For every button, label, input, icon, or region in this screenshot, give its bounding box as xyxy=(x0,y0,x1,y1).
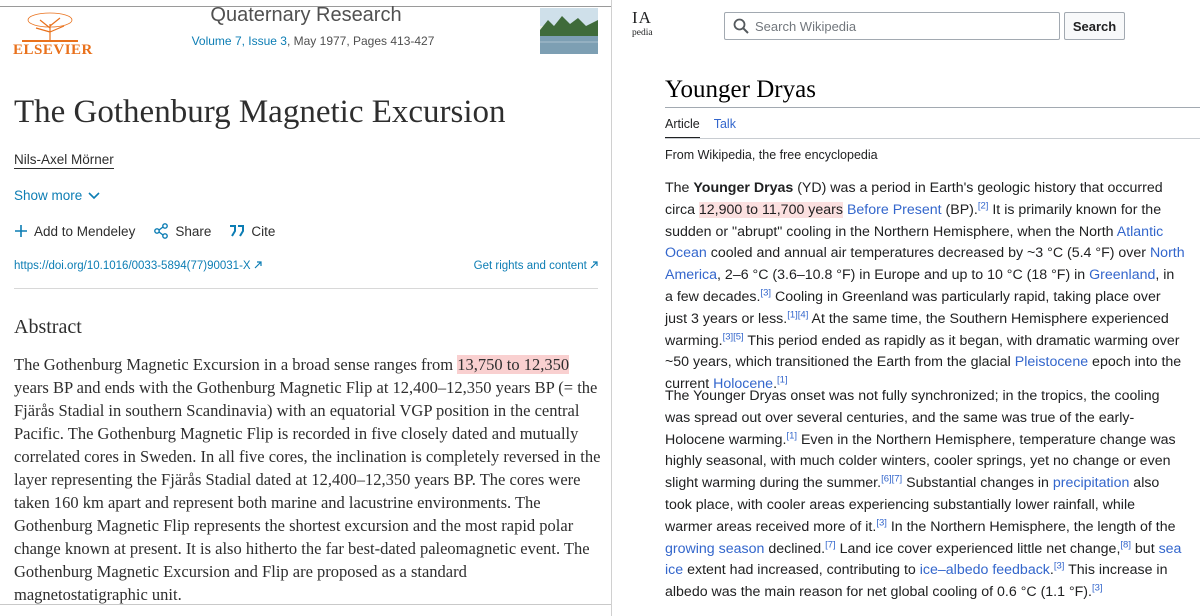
tabs-divider xyxy=(665,138,1200,139)
citation-ref[interactable]: [3] xyxy=(760,287,771,299)
wikipedia-tagline-logo: pedia xyxy=(632,28,653,38)
volume-issue-link[interactable]: Volume 7, Issue 3 xyxy=(191,34,287,48)
show-more-label: Show more xyxy=(14,188,83,203)
journal-name[interactable]: Quaternary Research xyxy=(210,4,402,26)
text: At the same time, the Southern Hemisphere experienced warming. xyxy=(665,310,1169,349)
text: Land ice cover experienced little net change, xyxy=(835,540,1121,557)
article-title: The Gothenburg Magnetic Excursion xyxy=(14,94,506,130)
bottom-divider xyxy=(0,604,612,605)
journal-cover-thumbnail[interactable] xyxy=(540,8,598,54)
text: The xyxy=(665,180,694,196)
link-pleistocene[interactable]: Pleistocene xyxy=(1014,354,1089,371)
share-label: Share xyxy=(175,223,212,239)
bold-term: Younger Dryas xyxy=(693,180,794,196)
abstract-text-part: years BP and ends with the Gothenburg Magnetic Flip at 12,400–12,350 years BP (= the Fjärås Stadial in southern Scandinavia) with an equatorial VGP position in the central Pacific. The Gothenburg Magnetic Flip is recorded in five closely dated and mutually correlated cores in Sweden. In all five cores, the inclination is completely reversed in the layer representing the Fjärås Stadial dated at 12,400–12,350 years BP. The cores were taken 160 km apart and represent both marine and lacustrine environments. The Gothenburg Magnetic Flip represents the shortest excursion and the most rapid polar change known at present. It is also hitherto the far best-dated paleomagnetic event. The Gothenburg Magnetic Excursion and Flip are proposed as a standard magnetostatigraphic unit. xyxy=(14,378,601,604)
citation-ref[interactable]: [3] xyxy=(1091,582,1103,594)
text: This period ended as rapidly as it began, with dramatic warming over ~50 years, which transitioned the Earth from the glacial xyxy=(665,332,1180,371)
author-link[interactable]: Nils-Axel Mörner xyxy=(14,152,114,167)
journal-volume-info xyxy=(0,34,612,48)
doi-link[interactable] xyxy=(14,260,262,272)
wikipedia-wordmark[interactable]: IA xyxy=(632,8,652,27)
search-input[interactable] xyxy=(753,18,1047,35)
quote-icon xyxy=(229,224,245,238)
text: . xyxy=(1049,562,1054,579)
link-growing-season[interactable]: growing season xyxy=(665,540,765,557)
citation-ref[interactable]: [1] xyxy=(777,374,788,386)
link-atlantic-ocean[interactable]: Atlantic Ocean xyxy=(665,223,1164,262)
link-ice-albedo-feedback[interactable]: ice–albedo feedback xyxy=(919,562,1050,579)
search-icon xyxy=(733,18,749,34)
tab-talk[interactable]: Talk xyxy=(713,117,736,131)
title-underline xyxy=(665,107,1200,108)
intro-paragraph xyxy=(665,178,1185,396)
text: but xyxy=(1130,540,1159,557)
citation-ref[interactable]: [1] xyxy=(787,309,798,321)
text: Even in the Northern Hemisphere, temperature change was highly seasonal, with much colder winters, cooler springs, yet no change or even slight warming during the summer. xyxy=(665,431,1176,492)
chevron-down-icon xyxy=(88,192,100,200)
link-north-america[interactable]: North America xyxy=(665,245,1185,284)
text: . xyxy=(773,376,778,393)
abstract-text xyxy=(14,353,604,606)
link-precipitation[interactable]: precipitation xyxy=(1052,475,1130,492)
citation-ref[interactable]: [7] xyxy=(825,538,836,550)
cite-button[interactable] xyxy=(229,224,275,239)
article-toolbar xyxy=(14,223,275,239)
search-button[interactable]: Search xyxy=(1064,12,1125,40)
text: extent had increased, contributing to xyxy=(683,562,920,579)
abstract-heading: Abstract xyxy=(14,316,82,338)
wikipedia-panel xyxy=(612,0,1200,616)
doi-text: https://doi.org/10.1016/0033-5894(77)90031-X xyxy=(14,260,251,272)
text: In the Northern Hemisphere, the length of the xyxy=(886,518,1176,535)
text: (YD) was a period in Earth's geologic history that occurred circa xyxy=(665,180,1163,218)
text: Cooling in Greenland was particularly rapid, taking place over just 3 years or less. xyxy=(665,288,1161,327)
highlighted-date-range: 13,750 to 12,350 xyxy=(457,355,570,374)
get-rights-link[interactable] xyxy=(474,260,598,272)
text: also took place, with cooler areas experiencing substantially lower rainfall, while warmer areas received more of it. xyxy=(665,475,1160,535)
text: The Younger Dryas onset was not fully synchronized; in the tropics, the cooling was spread out over several centuries, and the same was true of the early-Holocene warming. xyxy=(665,388,1160,448)
highlighted-date-range: 12,900 to 11,700 years xyxy=(698,201,843,218)
text: This increase in albedo was the main reason for net global cooling of 0.6 °C (1.1 °F). xyxy=(665,562,1168,601)
text: It is primarily known for the sudden or "abrupt" cooling in the Northern Hemisphere, when the North xyxy=(665,201,1162,240)
section-divider xyxy=(14,288,598,289)
text: , in a few decades. xyxy=(665,267,1175,305)
tab-article[interactable]: Article xyxy=(665,117,700,139)
text: epoch into the current xyxy=(665,354,1182,393)
citation-ref[interactable]: [3] xyxy=(876,517,887,529)
share-button[interactable] xyxy=(153,223,211,239)
citation-ref[interactable]: [5] xyxy=(733,330,744,342)
link-before-present[interactable]: Before Present xyxy=(846,201,942,218)
mendeley-label: Add to Mendeley xyxy=(34,223,136,239)
citation-ref[interactable]: [8] xyxy=(1120,538,1131,550)
citation-ref[interactable]: [2] xyxy=(977,200,989,212)
rights-text: Get rights and content xyxy=(473,260,587,272)
citation-ref[interactable]: [3] xyxy=(722,330,734,342)
add-to-mendeley-button[interactable] xyxy=(14,224,135,239)
elsevier-wordmark[interactable]: ELSEVIER xyxy=(13,42,93,58)
show-more-button[interactable] xyxy=(14,188,100,203)
external-link-icon xyxy=(254,261,262,269)
second-paragraph xyxy=(665,386,1185,604)
search-box[interactable] xyxy=(724,12,1060,40)
external-link-icon xyxy=(590,261,598,269)
page-title: Younger Dryas xyxy=(665,76,816,103)
citation-ref[interactable]: [3] xyxy=(1053,560,1065,572)
text: Substantial changes in xyxy=(902,475,1053,492)
citation-ref[interactable]: [7] xyxy=(891,473,903,485)
site-tagline: From Wikipedia, the free encyclopedia xyxy=(665,148,878,162)
link-holocene[interactable]: Holocene xyxy=(713,376,774,393)
share-icon xyxy=(153,223,169,239)
link-sea-ice[interactable]: sea ice xyxy=(665,540,1182,579)
text: , 2–6 °C (3.6–10.8 °F) in Europe and up to 10 °C (18 °F) in xyxy=(717,267,1090,284)
text: declined. xyxy=(764,540,826,557)
text: cooled and annual air temperatures decreased by ~3 °C (5.4 °F) over xyxy=(706,245,1150,262)
plus-icon xyxy=(14,224,28,238)
citation-ref[interactable]: [1] xyxy=(786,429,798,441)
date-pages: , May 1977, Pages 413-427 xyxy=(286,34,435,48)
text: (BP). xyxy=(941,201,978,218)
abstract-text-part: The Gothenburg Magnetic Excursion in a broad sense ranges from xyxy=(14,355,458,374)
cite-label: Cite xyxy=(251,223,276,239)
citation-ref[interactable]: [6] xyxy=(881,473,892,485)
citation-ref[interactable]: [4] xyxy=(797,309,809,321)
link-greenland[interactable]: Greenland xyxy=(1089,267,1156,284)
page-tabs xyxy=(665,117,736,139)
